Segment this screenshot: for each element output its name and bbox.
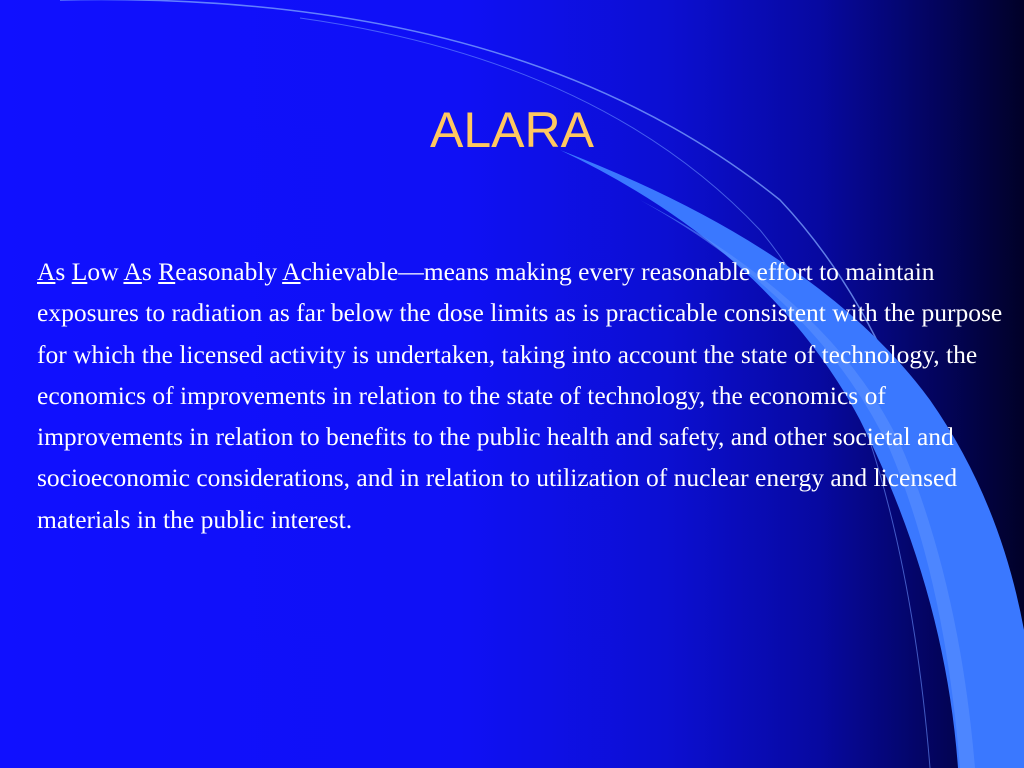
acronym-initial-a1: A	[37, 257, 56, 286]
slide-title: ALARA	[430, 102, 594, 158]
acronym-rest-easonably: easonably	[175, 257, 283, 286]
acronym-rest-as1: s	[55, 257, 72, 286]
acronym-initial-l: L	[71, 257, 88, 286]
acronym-initial-a2: A	[123, 257, 142, 286]
acronym-initial-r: R	[158, 257, 176, 286]
acronym-rest-chievable: chievable	[300, 257, 399, 286]
acronym-rest-as2: s	[141, 257, 159, 286]
alara-definition	[37, 251, 1012, 540]
definition-text: —means making every reasonable effort to maintain exposures to radiation as far below the dose limits as is practicable consistent with the purpose for which the licensed activity is undertaken, taking into account the state of technology, the economics of improvements in relation to the state of technology, the economics of improvements in relation to benefits to the public health and safety, and other societal and socioeconomic considerations, and in relation to utilization of nuclear energy and licensed materials in the public interest.	[37, 257, 1003, 534]
acronym-initial-a3: A	[282, 257, 301, 286]
acronym-rest-ow: ow	[87, 257, 124, 286]
